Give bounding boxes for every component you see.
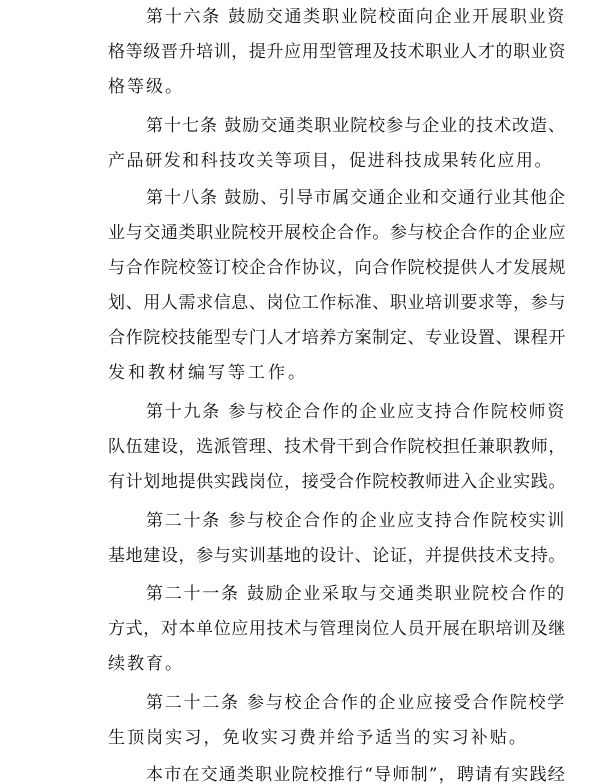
text-line: 第二十条 参与校企合作的企业应支持合作院校实训 — [146, 511, 566, 531]
text-line: 与合作院校签订校企合作协议，向合作院校提供人才发展规 — [108, 258, 566, 278]
text-line: 生顶岗实习，免收实习费并给予适当的实习补贴。 — [108, 728, 528, 748]
text-line: 第十九条 参与校企合作的企业应支持合作院校师资 — [146, 402, 566, 422]
text-line: 第十六条 鼓励交通类职业院校面向企业开展职业资 — [146, 7, 566, 27]
text-line: 基地建设，参与实训基地的设计、论证，并提供技术支持。 — [108, 546, 566, 566]
text-line: 有计划地提供实践岗位，接受合作院校教师进入企业实践。 — [108, 472, 566, 492]
text-line: 方式，对本单位应用技术与管理岗位人员开展在职培训及继 — [108, 619, 566, 639]
text-line: 本市在交通类职业院校推行“导师制”，聘请有实践经 — [146, 765, 566, 784]
text-line: 划、用人需求信息、岗位工作标准、职业培训要求等，参与 — [108, 293, 566, 313]
text-line: 第十八条 鼓励、引导市属交通企业和交通行业其他企 — [146, 188, 566, 208]
text-line: 格等级晋升培训，提升应用型管理及技术职业人才的职业资 — [108, 42, 566, 62]
text-line: 第十七条 鼓励交通类职业院校参与企业的技术改造、 — [146, 116, 566, 136]
text-line: 业与交通类职业院校开展校企合作。参与校企合作的企业应 — [108, 223, 566, 243]
text-line: 产品研发和科技攻关等项目，促进科技成果转化应用。 — [108, 151, 553, 171]
text-line: 合作院校技能型专门人才培养方案制定、专业设置、课程开 — [108, 328, 566, 348]
text-line: 发和教材编写等工作。 — [108, 363, 308, 383]
text-line: 队伍建设，选派管理、技术骨干到合作院校担任兼职教师， — [108, 437, 566, 457]
text-line: 第二十一条 鼓励企业采取与交通类职业院校合作的 — [146, 584, 566, 604]
text-line: 第二十二条 参与校企合作的企业应接受合作院校学 — [146, 693, 566, 713]
text-line: 格等级。 — [108, 77, 184, 97]
text-line: 续教育。 — [108, 654, 184, 674]
